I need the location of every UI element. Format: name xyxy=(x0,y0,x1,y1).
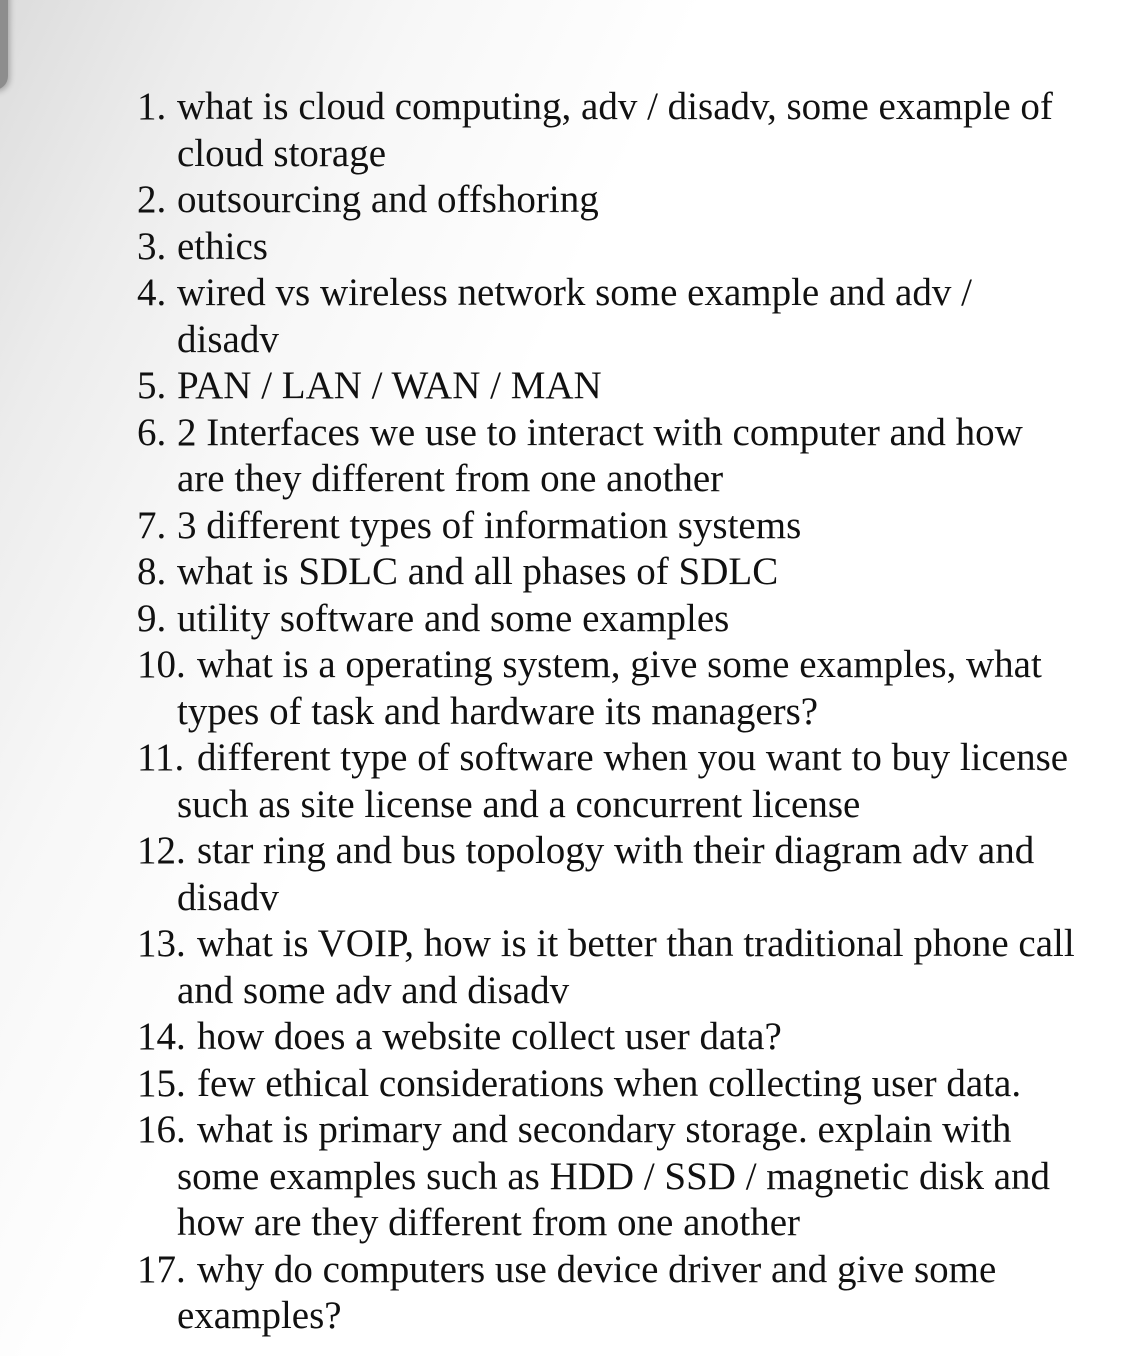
item-text-line: star ring and bus topology with their diagram adv and xyxy=(197,829,1035,872)
list-item xyxy=(0,270,1133,363)
item-number: 9. xyxy=(137,596,167,640)
item-number: 1. xyxy=(137,85,167,128)
item-text-line: disadv xyxy=(177,875,279,919)
item-text-line: cloud storage xyxy=(177,131,387,175)
item-text-line: what is cloud computing, adv / disadv, some example of xyxy=(177,85,1053,128)
list-item xyxy=(0,735,1133,828)
list-item xyxy=(0,1014,1133,1061)
item-text-line: outsourcing and offshoring xyxy=(177,178,599,221)
item-number: 14. xyxy=(137,1015,186,1058)
item-text-line: disadv xyxy=(177,317,279,361)
item-number: 15. xyxy=(137,1061,186,1105)
item-text-line: what is VOIP, how is it better than traditional phone call xyxy=(197,922,1075,965)
item-number: 5. xyxy=(137,364,167,407)
item-text-line: examples? xyxy=(177,1294,342,1337)
corner-tab-shape xyxy=(0,0,8,90)
item-text-line: what is primary and secondary storage. explain with xyxy=(197,1108,1012,1151)
item-text-line: what is SDLC and all phases of SDLC xyxy=(177,550,779,593)
list-item xyxy=(0,224,1133,271)
item-text-line: 3 different types of information systems xyxy=(177,503,802,547)
item-text-line: are they different from one another xyxy=(177,457,724,500)
item-number: 16. xyxy=(137,1108,186,1151)
item-text-line: PAN / LAN / WAN / MAN xyxy=(177,364,602,407)
item-number: 11. xyxy=(137,736,185,779)
list-item xyxy=(0,177,1133,224)
question-list xyxy=(0,84,1133,1340)
item-text-line: what is a operating system, give some examples, what xyxy=(197,643,1042,686)
item-text-line: how does a website collect user data? xyxy=(197,1015,782,1058)
item-text-line: types of task and hardware its managers? xyxy=(177,689,819,733)
item-text-line: 2 Interfaces we use to interact with computer and how xyxy=(177,410,1023,454)
list-item xyxy=(0,1247,1133,1340)
item-text-line: different type of software when you want to buy license xyxy=(197,736,1069,779)
item-text-line: utility software and some examples xyxy=(177,596,730,640)
item-number: 8. xyxy=(137,550,167,593)
item-number: 17. xyxy=(137,1247,186,1291)
item-number: 2. xyxy=(137,178,167,221)
list-item xyxy=(0,549,1133,596)
item-number: 13. xyxy=(137,922,186,965)
item-text-line: and some adv and disadv xyxy=(177,968,570,1012)
list-item xyxy=(0,1061,1133,1108)
list-item xyxy=(0,410,1133,503)
list-item xyxy=(0,84,1133,177)
item-text-line: some examples such as HDD / SSD / magnetic disk and xyxy=(177,1154,1051,1198)
item-number: 4. xyxy=(137,271,167,314)
item-number: 6. xyxy=(137,410,167,454)
item-text-line: few ethical considerations when collecting user data. xyxy=(197,1061,1022,1105)
list-item xyxy=(0,596,1133,643)
item-text-line: how are they different from one another xyxy=(177,1201,801,1244)
list-item xyxy=(0,363,1133,410)
item-number: 7. xyxy=(137,503,167,547)
list-item xyxy=(0,921,1133,1014)
list-item xyxy=(0,828,1133,921)
item-text-line: wired vs wireless network some example and adv / xyxy=(177,271,972,314)
item-number: 10. xyxy=(137,643,186,686)
list-item xyxy=(0,642,1133,735)
item-text-line: why do computers use device driver and give some xyxy=(197,1247,997,1291)
item-text-line: such as site license and a concurrent license xyxy=(177,782,861,826)
item-number: 12. xyxy=(137,829,186,872)
item-text-line: ethics xyxy=(177,224,268,268)
list-item xyxy=(0,503,1133,550)
list-item xyxy=(0,1107,1133,1247)
item-number: 3. xyxy=(137,224,167,268)
